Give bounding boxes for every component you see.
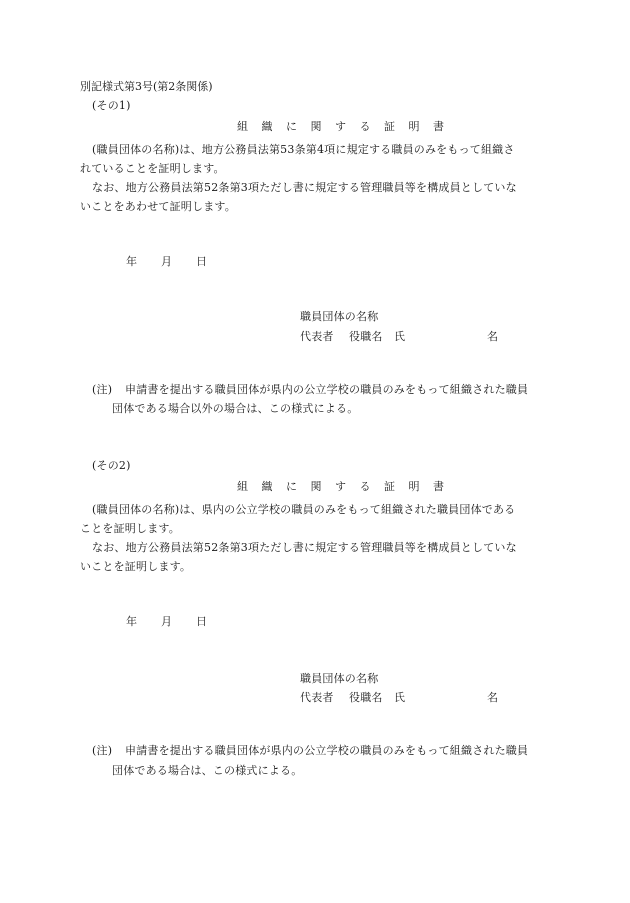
- note-label: (注): [92, 383, 113, 396]
- representative-label: 代表者: [300, 691, 334, 704]
- name-label-2: 名: [487, 691, 499, 704]
- date-day-label: 日: [196, 615, 208, 628]
- name-label-2: 名: [487, 330, 499, 343]
- body-line: いことを証明します。: [80, 560, 192, 573]
- body-line: なお、地方公務員法第52条第3項ただし書に規定する管理職員等を構成員としていな: [92, 181, 517, 194]
- org-name-label: 職員団体の名称: [300, 672, 379, 685]
- date-month-label: 月: [161, 255, 173, 268]
- org-name-label: 職員団体の名称: [300, 310, 379, 323]
- note-line: 申請書を提出する職員団体が県内の公立学校の職員のみをもって組織された職員: [125, 744, 529, 757]
- date-month-label: 月: [161, 615, 173, 628]
- name-label-1: 氏: [394, 691, 406, 704]
- note-line: 申請書を提出する職員団体が県内の公立学校の職員のみをもって組織された職員: [125, 383, 529, 396]
- date-year-label: 年: [126, 615, 138, 628]
- certificate-title: 組 織 に 関 す る 証 明 書: [237, 480, 449, 493]
- section-sub-label: (その1): [92, 99, 131, 112]
- body-line: (職員団体の名称)は、地方公務員法第53条第4項に規定する職員のみをもって組織さ: [92, 143, 515, 156]
- note-label: (注): [92, 744, 113, 757]
- position-label: 役職名: [349, 330, 383, 343]
- position-label: 役職名: [349, 691, 383, 704]
- section-sub-label: (その2): [92, 459, 131, 472]
- representative-label: 代表者: [300, 330, 334, 343]
- body-line: いことをあわせて証明します。: [80, 200, 236, 213]
- body-line: (職員団体の名称)は、県内の公立学校の職員のみをもって組織された職員団体である: [92, 503, 516, 516]
- form-label: 別記様式第3号(第2条関係): [80, 80, 213, 93]
- date-year-label: 年: [126, 255, 138, 268]
- date-day-label: 日: [196, 255, 208, 268]
- note-line: 団体である場合以外の場合は、この様式による。: [112, 402, 359, 415]
- body-line: れていることを証明します。: [80, 162, 225, 175]
- body-line: なお、地方公務員法第52条第3項ただし書に規定する管理職員等を構成員としていな: [92, 541, 517, 554]
- note-line: 団体である場合は、この様式による。: [112, 764, 303, 777]
- name-label-1: 氏: [394, 330, 406, 343]
- certificate-title: 組 織 に 関 す る 証 明 書: [237, 120, 449, 133]
- body-line: ことを証明します。: [80, 522, 180, 535]
